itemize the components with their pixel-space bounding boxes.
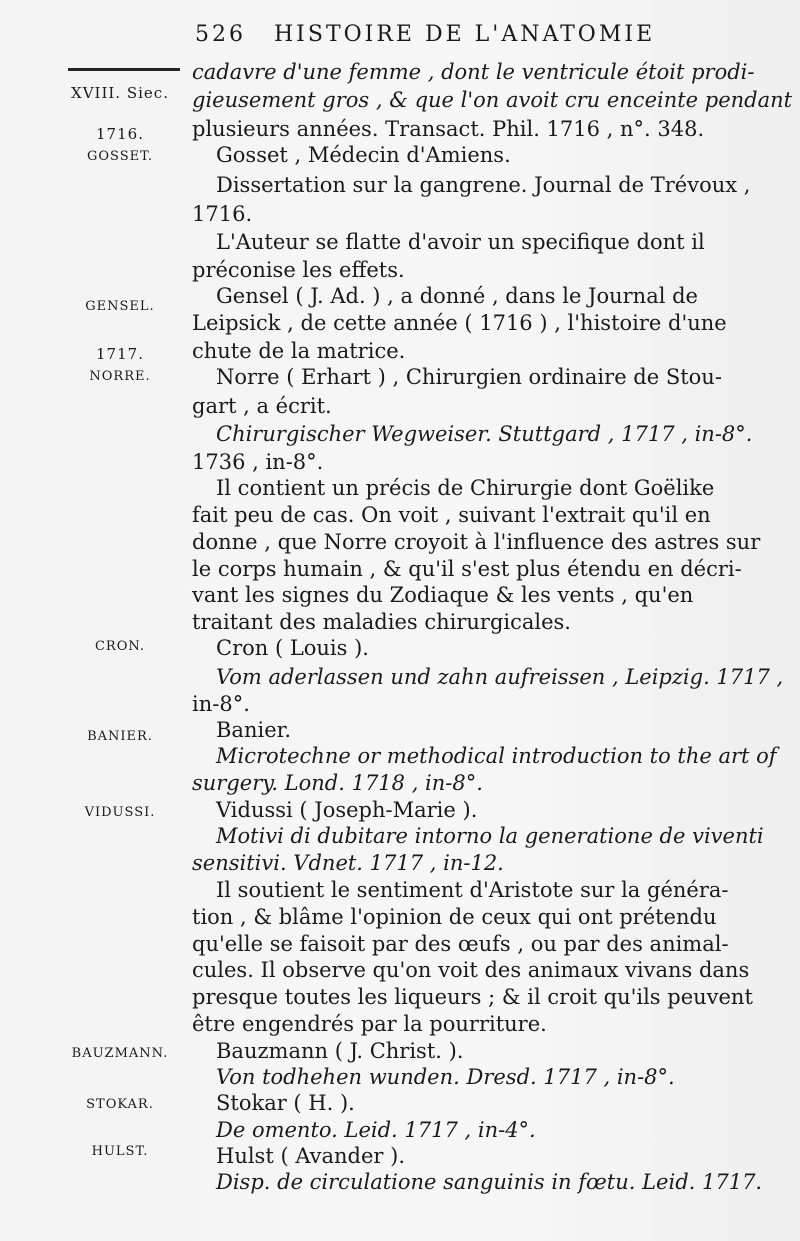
text-line: le corps humain , & qu'il s'est plus étendu en décri- (192, 557, 742, 581)
margin-name: GENSEL. (85, 299, 155, 314)
margin-year: 1717. (96, 345, 144, 363)
text-line: vant les signes du Zodiaque & les vents , qu'en (192, 583, 694, 607)
text-line: 1736 , in-8°. (192, 450, 324, 474)
text-line: De omento. Leid. 1717 , in-4°. (216, 1118, 536, 1142)
text-line: 1716. (192, 202, 253, 226)
text-line: traitant des maladies chirurgicales. (192, 610, 571, 634)
text-line: Vidussi ( Joseph-Marie ). (216, 798, 478, 822)
margin-name: VIDUSSI. (84, 805, 156, 820)
text-line: cadavre d'une femme , dont le ventricule étoit prodi- (192, 60, 755, 84)
text-line: Von todhehen wunden. Dresd. 1717 , in-8°. (216, 1065, 675, 1089)
text-line: gart , a écrit. (192, 394, 332, 418)
text-line: tion , & blâme l'opinion de ceux qui ont prétendu (192, 905, 717, 929)
text-line: sensitivi. Vdnet. 1717 , in-12. (192, 851, 504, 875)
text-line: Gosset , Médecin d'Amiens. (216, 143, 511, 167)
text-line: Dissertation sur la gangrene. Journal de Trévoux , (216, 173, 751, 197)
margin-name: HULST. (91, 1144, 149, 1159)
text-line: cules. Il observe qu'on voit des animaux vivans dans (192, 958, 750, 982)
margin-name: CRON. (94, 639, 146, 654)
text-line: surgery. Lond. 1718 , in-8°. (192, 771, 483, 795)
text-line: Cron ( Louis ). (216, 636, 369, 660)
text-line: qu'elle se faisoit par des œufs , ou par des animal- (192, 932, 729, 956)
text-line: Microtechne or methodical introduction to the art of (216, 744, 777, 768)
text-line: Chirurgischer Wegweiser. Stuttgard , 1717 , in-8°. (216, 422, 753, 446)
text-line: Vom aderlassen und zahn aufreissen , Leipzig. 1717 , (216, 665, 784, 689)
text-line: Disp. de circulatione sanguinis in fœtu. Leid. 1717. (216, 1170, 763, 1194)
text-line: Stokar ( H. ). (216, 1091, 355, 1115)
running-title: HISTOIRE DE L'ANATOMIE (274, 22, 656, 47)
text-line: plusieurs années. Transact. Phil. 1716 , n°. 348. (192, 117, 705, 141)
text-line: presque toutes les liqueurs ; & il croit qu'ils peuvent (192, 985, 753, 1009)
text-line: Leipsick , de cette année ( 1716 ) , l'histoire d'une (192, 311, 727, 335)
text-line: Hulst ( Avander ). (216, 1144, 405, 1168)
text-line: Il soutient le sentiment d'Aristote sur la généra- (216, 878, 729, 902)
text-line: Banier. (216, 718, 292, 742)
text-line: Norre ( Erhart ) , Chirurgien ordinaire de Stou- (216, 365, 722, 389)
margin-rule (68, 68, 180, 71)
text-line: chute de la matrice. (192, 339, 406, 363)
text-line: fait peu de cas. On voit , suivant l'extrait qu'il en (192, 503, 711, 527)
text-line: être engendrés par la pourriture. (192, 1012, 547, 1036)
text-line: Bauzmann ( J. Christ. ). (216, 1039, 464, 1063)
text-line: Motivi di dubitare intorno la generatione de viventi (216, 824, 764, 848)
text-line: donne , que Norre croyoit à l'influence des astres sur (192, 530, 761, 554)
text-line: Il contient un précis de Chirurgie dont Goëlike (216, 476, 715, 500)
margin-name: STOKAR. (86, 1097, 154, 1112)
text-line: Gensel ( J. Ad. ) , a donné , dans le Journal de (216, 284, 698, 308)
page-header (195, 22, 760, 47)
page-number: 526 (195, 22, 246, 47)
margin-name: GOSSET. (86, 149, 153, 164)
margin-year: 1716. (96, 125, 144, 143)
text-line: préconise les effets. (192, 258, 405, 282)
margin-century: XVIII. Siec. (71, 84, 169, 102)
text-line: gieusement gros , & que l'on avoit cru enceinte pendant (192, 88, 793, 112)
text-line: L'Auteur se flatte d'avoir un specifique dont il (216, 230, 705, 254)
margin-name: BAUZMANN. (71, 1046, 169, 1061)
margin-name: BANIER. (87, 729, 153, 744)
text-line: in-8°. (192, 692, 250, 716)
margin-name: NORRE. (89, 369, 151, 384)
